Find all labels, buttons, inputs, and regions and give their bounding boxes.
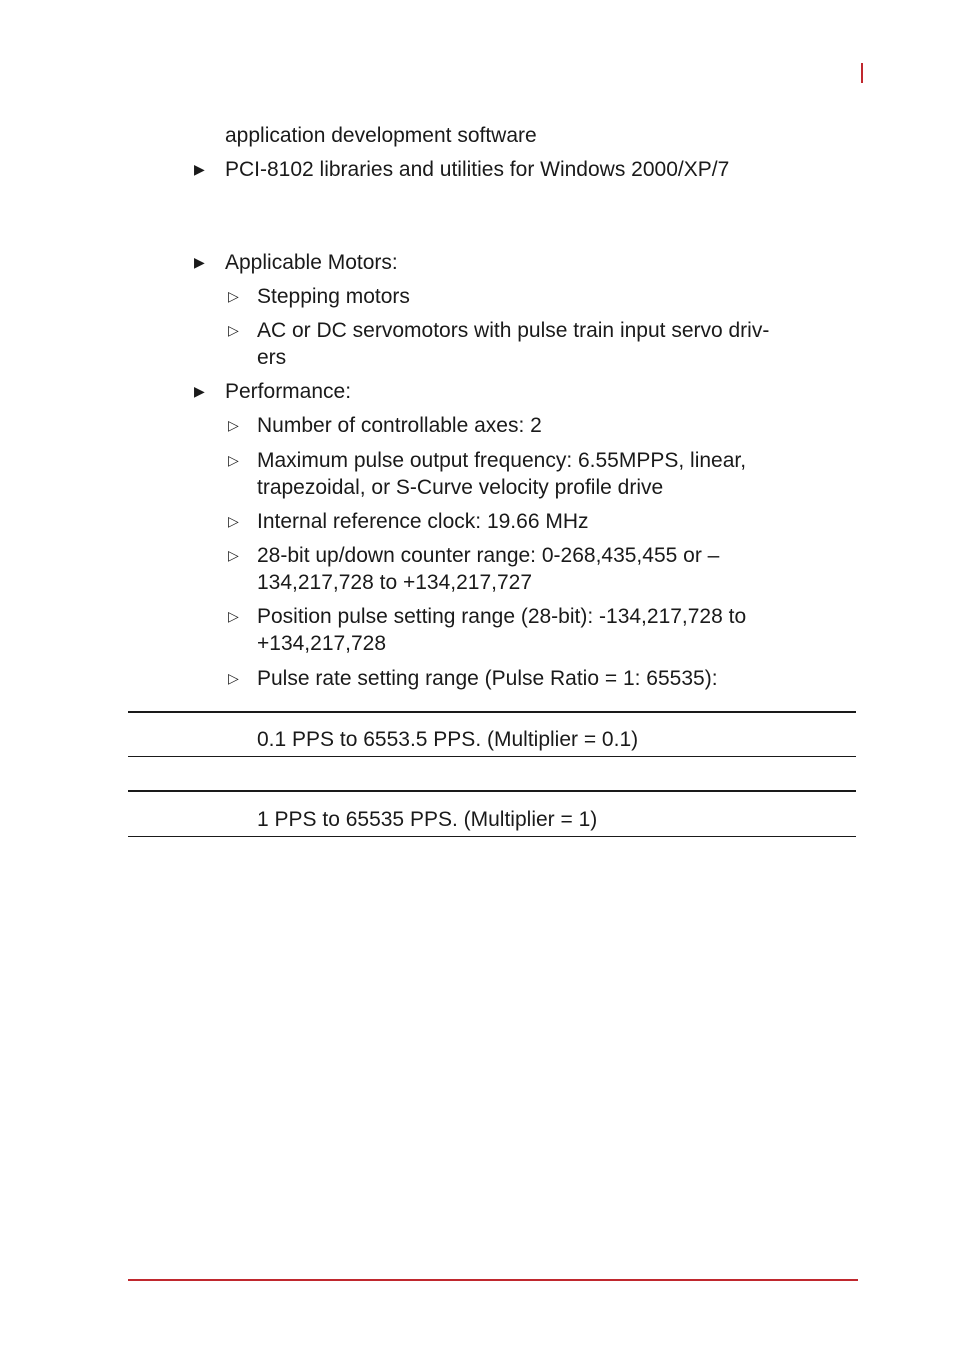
list-item: Position pulse setting range (28-bit): -134,217,728 to (257, 605, 747, 628)
list-item: Number of controllable axes: 2 (257, 414, 542, 437)
sub-bullet-icon: ▷ (228, 608, 239, 624)
table-row: 1 PPS to 65535 PPS. (Multiplier = 1) (257, 808, 598, 831)
section-label-motors: Applicable Motors: (225, 251, 398, 274)
section-label-performance: Performance: (225, 380, 352, 403)
continuation-text: application development software (225, 124, 537, 147)
bullet-icon: ▶ (194, 161, 205, 177)
list-item: Pulse rate setting range (Pulse Ratio = 1: 65535): (257, 667, 718, 690)
sub-bullet-icon: ▷ (228, 322, 239, 338)
list-item: AC or DC servomotors with pulse train input servo driv- (257, 319, 770, 342)
sub-bullet-icon: ▷ (228, 513, 239, 529)
sub-bullet-icon: ▷ (228, 547, 239, 563)
list-item: Internal reference clock: 19.66 MHz (257, 510, 589, 533)
list-item-continuation: 134,217,728 to +134,217,727 (257, 571, 533, 594)
table-rule-bottom (128, 756, 856, 757)
sub-bullet-icon: ▷ (228, 452, 239, 468)
table-rule-top (128, 711, 856, 713)
footer-rule (128, 1279, 858, 1281)
sub-bullet-icon: ▷ (228, 670, 239, 686)
list-item-continuation: +134,217,728 (257, 632, 387, 655)
bullet-icon: ▶ (194, 254, 205, 270)
list-item-continuation: ers (257, 346, 287, 369)
table-row: 0.1 PPS to 6553.5 PPS. (Multiplier = 0.1) (257, 728, 639, 751)
table-rule-bottom (128, 836, 856, 837)
list-item-continuation: trapezoidal, or S-Curve velocity profile drive (257, 476, 664, 499)
sub-bullet-icon: ▷ (228, 288, 239, 304)
list-item: 28-bit up/down counter range: 0-268,435,455 or – (257, 544, 720, 567)
header-accent-mark (861, 63, 863, 83)
table-rule-top (128, 790, 856, 792)
list-item: PCI-8102 libraries and utilities for Windows 2000/XP/7 (225, 158, 730, 181)
sub-bullet-icon: ▷ (228, 417, 239, 433)
list-item: Maximum pulse output frequency: 6.55MPPS, linear, (257, 449, 747, 472)
list-item: Stepping motors (257, 285, 410, 308)
bullet-icon: ▶ (194, 383, 205, 399)
